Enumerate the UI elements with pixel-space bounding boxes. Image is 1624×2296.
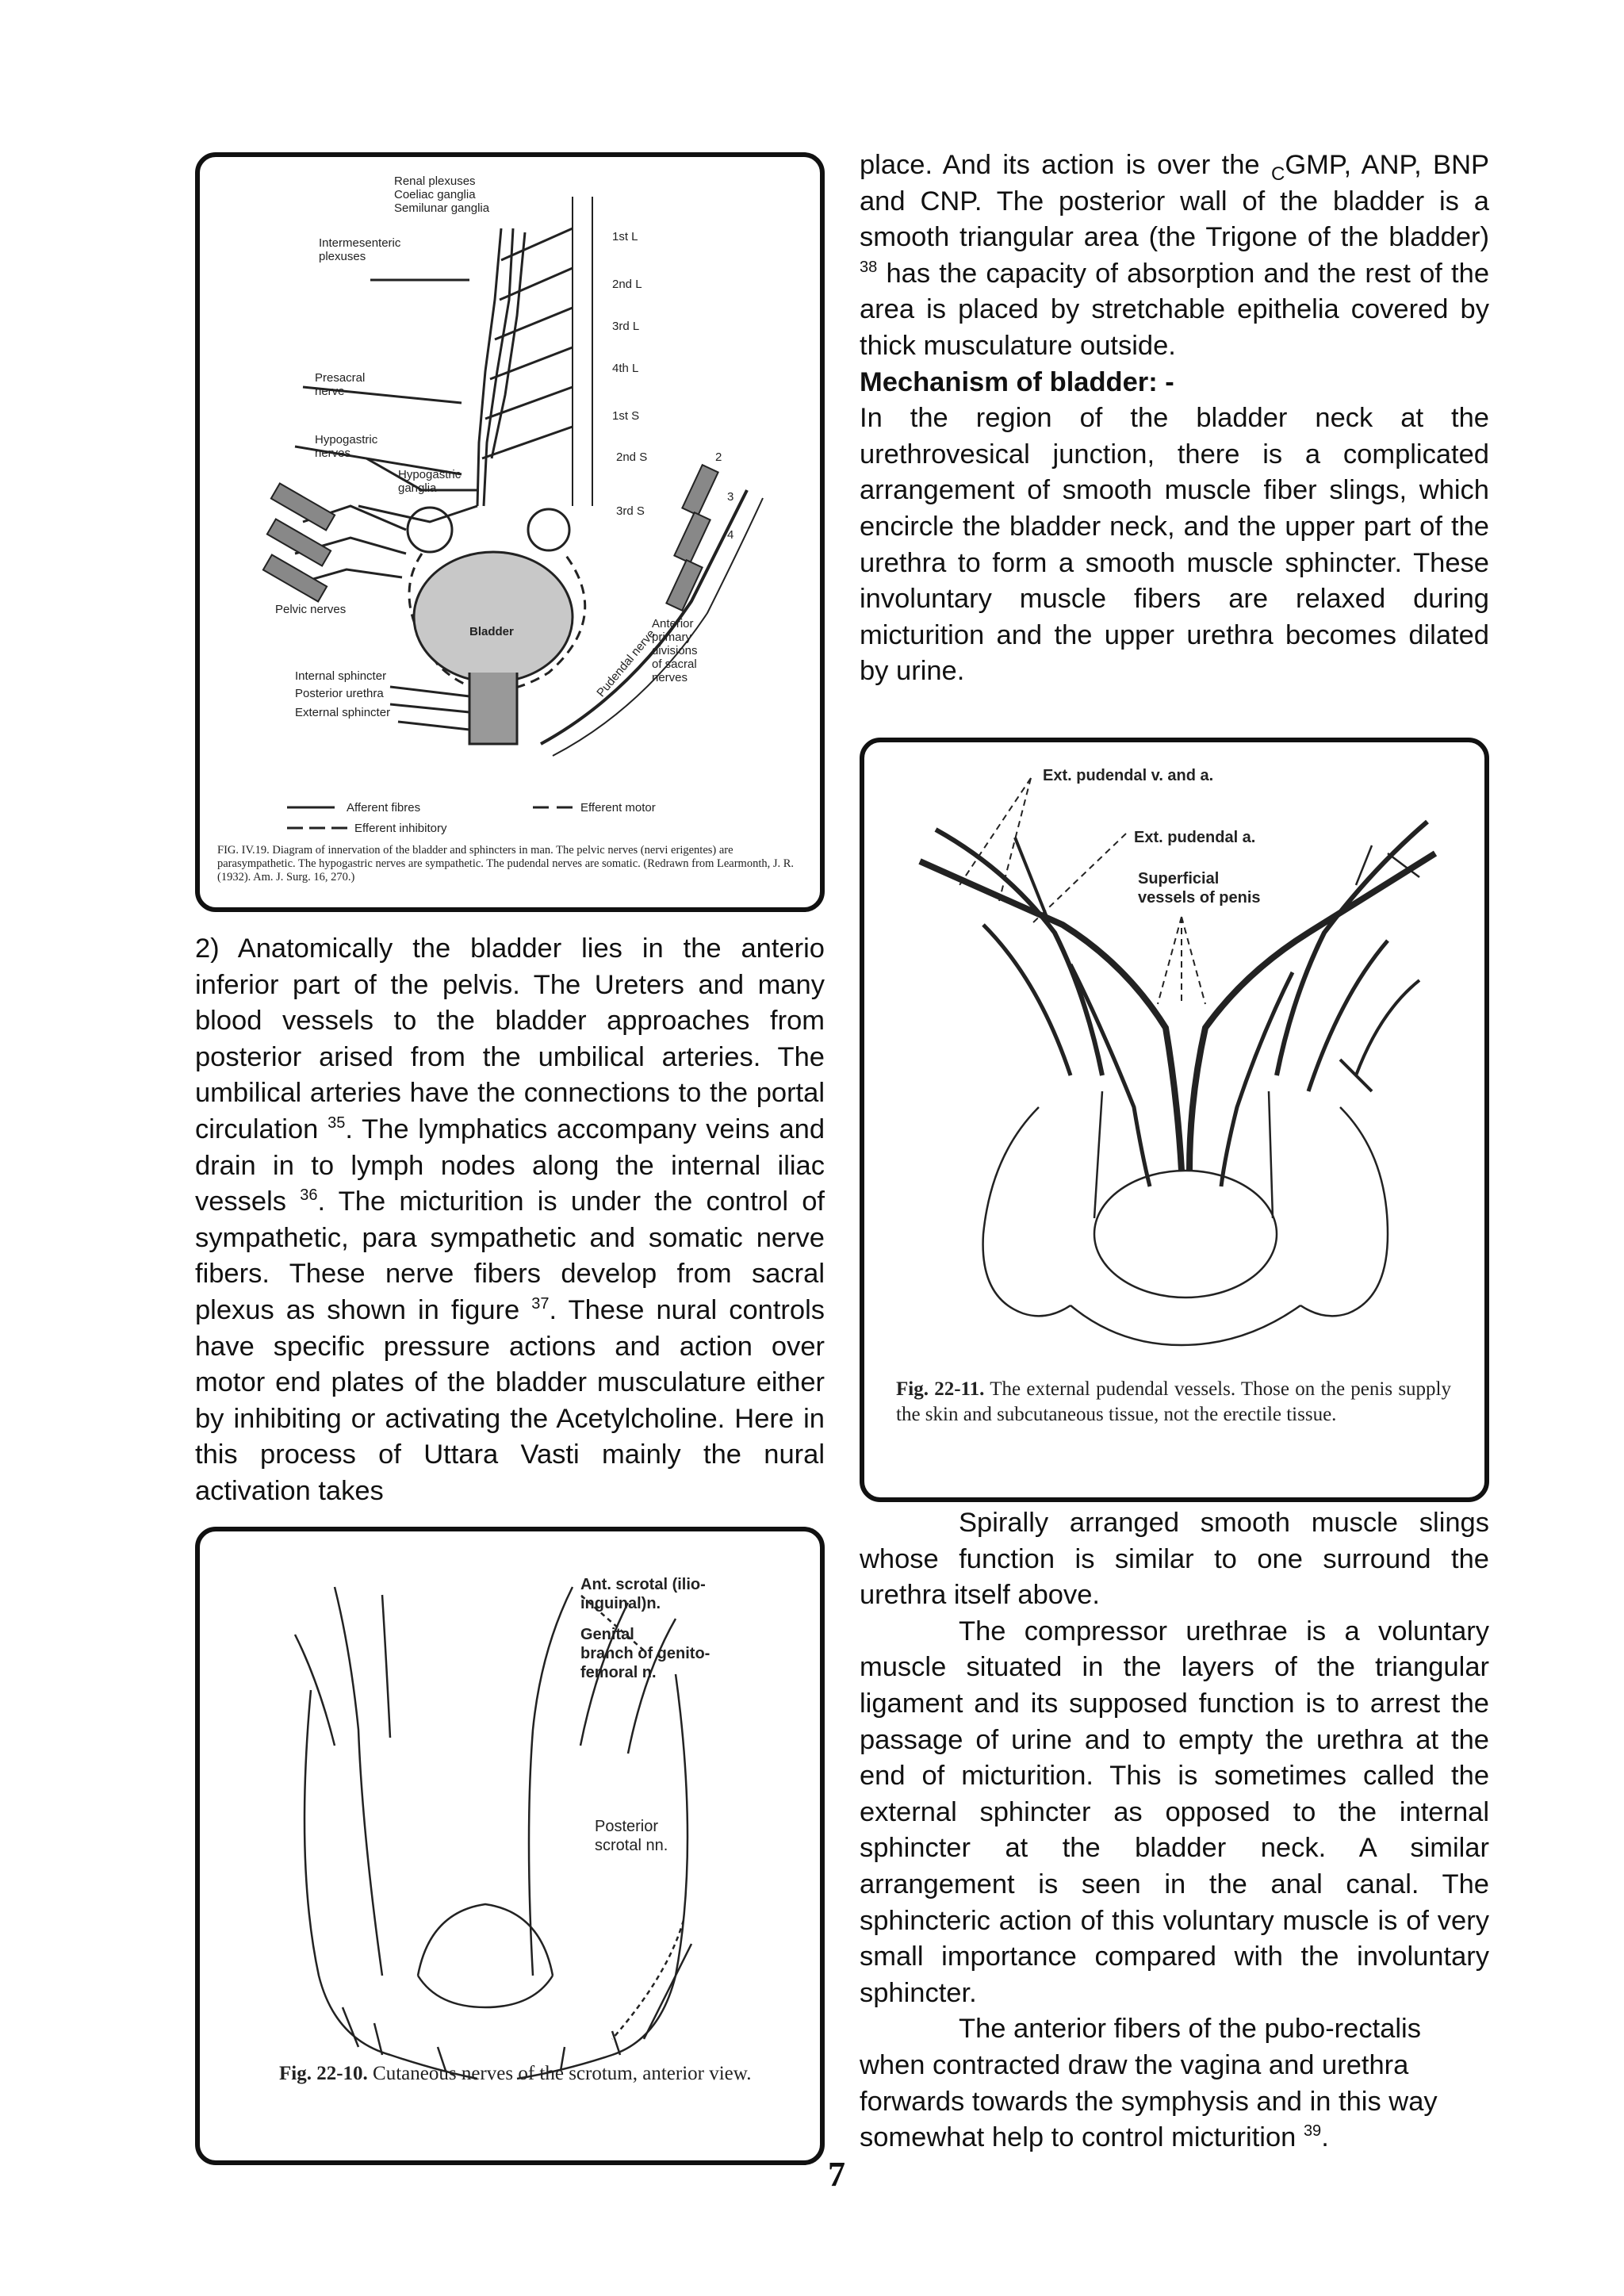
left-column-text [195,931,825,1510]
text-anatomy-2: . The lymphatics accompany veins and drain in to lymph nodes along the internal iliac vessels [195,1114,825,1217]
citation-37: 37 [531,1294,550,1313]
text-pubo-rectalis: The anterior fibers of the pubo-rectalis when contracted draw the vagina and urethra forwards towards the symphysis and in this way somewhat help to control micturition [860,2014,1438,2153]
text-action-2: GMP, ANP, BNP and CNP. The posterior wall of the bladder is a smooth triangular area (the Trigone of the bladder) [860,150,1489,253]
subscript-c: C [1271,163,1285,185]
figure-scrotum-caption-text: Cutaneous nerves of the scrotum, anterior view. [373,2063,752,2084]
label-pelvic-nerves: Pelvic nerves [275,603,347,616]
paragraph-compressor: The compressor urethrae is a voluntary muscle situated in the layers of the triangular ligament and its supposed function is to arrest the passage of urine and to empty the urethra at the end of micturition. This is sometimes called the external sphincter as opposed to the internal sphincter at the bladder neck. A similar arrangement is seen in the anal canal. The sphincteric action of this voluntary muscle is of very small importance compared with the involuntary sphincter. [860,1616,1489,2008]
label-ext-pudendal-v-a: Ext. pudendal v. and a. [1043,767,1214,784]
figure-pudendal-caption-num: Fig. 22-11. [896,1378,985,1400]
label-genital-branch: Genital branch of genito- femoral n. [580,1626,710,1681]
legend-efferent-inhibitory: Efferent inhibitory [354,822,447,835]
label-pudendal-nerve: Pudendal nerve [594,627,658,700]
paragraph-pubo-rectalis [860,2011,1489,2156]
label-n4: 4 [727,528,734,542]
label-ext-pudendal-a: Ext. pudendal a. [1134,829,1256,846]
label-2nd-l: 2nd L [612,278,642,291]
label-posterior-scrotal: Posterior scrotal nn. [595,1818,668,1854]
figure-bladder-innervation [195,152,825,912]
figure-pudendal-caption-text: The external pudendal vessels. Those on the penis supply the skin and subcutaneous tissue, not the erectile tissue. [896,1378,1451,1425]
figure-bladder-caption: FIG. IV.19. Diagram of innervation of the bladder and sphincters in man. The pelvic nerves (nervi erigentes) are parasympathetic. The hypogastric nerves are sympathetic. The pudendal nerves are somatic. (Redrawn from Learmonth, J. R. (1932). Am. J. Surg. 16, 270.) [217,844,795,884]
heading-mechanism: Mechanism of bladder: - [860,366,1174,397]
label-renal-plexuses: Renal plexuses Coeliac ganglia Semilunar ganglia [394,174,490,215]
legend-afferent: Afferent fibres [347,801,421,815]
label-ant-scrotal: Ant. scrotal (ilio- inguinal)n. [580,1576,706,1612]
figure-pudendal-caption [896,1377,1451,1428]
citation-36: 36 [300,1186,318,1205]
label-posterior-urethra: Posterior urethra [295,687,384,700]
label-superficial-vessels: Superficial vessels of penis [1138,870,1261,907]
label-hypogastric-ganglia: Hypogastric ganglia [398,468,462,495]
paragraph-action [860,148,1489,365]
figure-scrotum-caption [279,2061,802,2087]
text-anatomy-4: . These nural controls have specific pressure actions and action over motor end plates of the bladder musculature either by inhibiting or activating the Acetylcholine. Here in this process of Uttara Vasti mainly the nural activation takes [195,1294,825,1506]
label-3rd-s: 3rd S [616,504,645,518]
label-hypogastric-nerves: Hypogastric nerves [315,433,378,460]
label-external-sphincter: External sphincter [295,706,391,719]
right-column-text-top [860,148,1489,690]
label-1st-l: 1st L [612,230,638,243]
text-action-1: place. And its action is over the [860,150,1260,180]
page-number: 7 [828,2155,845,2194]
figure-pudendal-vessels [860,738,1489,1502]
citation-35: 35 [327,1114,346,1132]
label-internal-sphincter: Internal sphincter [295,669,387,683]
label-4th-l: 4th L [612,362,639,375]
text-action-3: has the capacity of absorption and the rest of the area is placed by stretchable epithelia covered by thick musculature outside. [860,258,1489,361]
right-column-text-bottom [860,1505,1489,2156]
label-2nd-s: 2nd S [616,450,648,464]
label-n2: 2 [715,450,722,464]
legend-efferent-motor: Efferent motor [580,801,656,815]
label-n3: 3 [727,490,734,504]
citation-39: 39 [1303,2122,1322,2141]
paragraph-spiral-slings: Spirally arranged smooth muscle slings whose function is similar to one surround the urethra itself above. [860,1508,1489,1611]
label-bladder: Bladder [469,625,514,638]
paragraph-mechanism: In the region of the bladder neck at the urethrovesical junction, there is a complicated arrangement of smooth muscle fiber slings, which encircle the bladder neck, and the upper part of the urethra to form a smooth muscle sphincter. These involuntary muscle fibers are relaxed during micturition and the upper urethra becomes dilated by urine. [860,403,1489,687]
label-intermesenteric: Intermesenteric plexuses [319,236,401,263]
text-anatomy-3: . The micturition is under the control of sympathetic, para sympathetic and somatic nerve fibers. These nerve fibers develop from sacral plexus as shown in figure [195,1186,825,1325]
text-pubo-end: . [1321,2122,1329,2153]
figure-scrotum-caption-num: Fig. 22-10. [279,2063,368,2084]
text-anatomy-1: 2) Anatomically the bladder lies in the anterio inferior part of the pelvis. The Ureters and many blood vessels to the bladder approaches from posterior arised from the umbilical arteries. The umbilical arteries have the connections to the portal circulation [195,933,825,1144]
label-3rd-l: 3rd L [612,320,640,333]
figure-scrotum-nerves [195,1527,825,2165]
citation-38: 38 [860,258,878,276]
label-anterior-divisions: Anterior primary divisions of sacral nerves [652,617,698,684]
label-presacral: Presacral nerve [315,371,366,398]
label-1st-s: 1st S [612,409,640,423]
paragraph-anatomy [195,931,825,1510]
